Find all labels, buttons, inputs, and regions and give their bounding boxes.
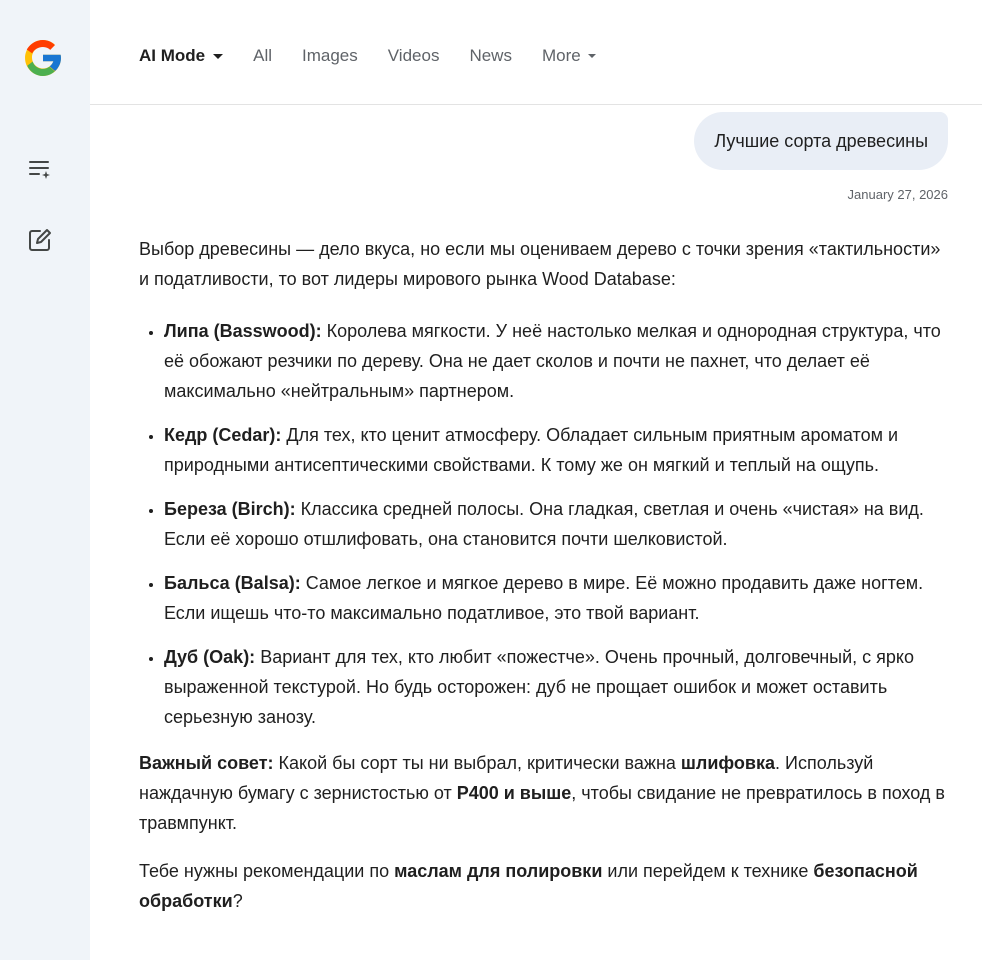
tab-ai-mode[interactable] [139, 46, 223, 66]
user-query-bubble: Лучшие сорта древесины [694, 112, 948, 170]
item-text: Королева мягкости. У неё настолько мелкая и однородная структура, что её обожают резчики по дереву. Она не дает сколов и почти не пахнет, что делает её максимально «нейтральным» партнером. [164, 321, 941, 401]
item-term: Береза (Birch): [164, 499, 296, 519]
tip-text: , чтобы свидание не превратилось в поход в травмпункт. [139, 783, 945, 833]
tab-news[interactable] [469, 46, 512, 66]
item-text: Классика средней полосы. Она гладкая, светлая и очень «чистая» на вид. Если её хорошо отшлифовать, она становится почти шелковистой. [164, 499, 924, 549]
ai-answer [139, 234, 954, 916]
search-tabs [139, 46, 626, 66]
item-term: Дуб (Oak): [164, 647, 256, 667]
tab-label: Images [302, 46, 358, 65]
item-text: Для тех, кто ценит атмосферу. Обладает сильным приятным ароматом и природными антисептическими свойствами. К тому же он мягкий и теплый на ощупь. [164, 425, 899, 475]
top-navigation [90, 0, 982, 105]
tab-more[interactable] [542, 46, 596, 66]
list-item [164, 642, 954, 732]
item-term: Липа (Basswood): [164, 321, 322, 341]
tab-videos[interactable] [388, 46, 440, 66]
followup-text: Тебе нужны рекомендации по [139, 861, 395, 881]
tab-images[interactable] [302, 46, 358, 66]
tip-bold: шлифовка [680, 753, 776, 773]
tip-text: Какой бы сорт ты ни выбрал, критически важна [273, 753, 681, 773]
followup-bold: маслам для полировки [394, 861, 603, 881]
google-g-logo[interactable] [21, 36, 65, 80]
tip-label: Важный совет: [139, 753, 274, 773]
new-chat-edit-icon [26, 226, 54, 259]
history-list-icon [26, 156, 54, 189]
tip-bold: P400 и выше [456, 783, 572, 803]
item-text: Вариант для тех, кто любит «пожестче». Очень прочный, долговечный, с ярко выраженной текстурой. Но будь осторожен: дуб не прощает ошибок и может оставить серьезную занозу. [164, 647, 915, 727]
followup-question [139, 856, 954, 916]
query-date: January 27, 2026 [847, 187, 948, 202]
answer-intro: Выбор древесины — дело вкуса, но если мы оцениваем дерево с точки зрения «тактильности» и податливости, то вот лидеры мирового рынка Wood Database: [139, 239, 941, 289]
new-chat-button[interactable] [24, 226, 56, 258]
item-term: Бальса (Balsa): [164, 573, 301, 593]
tab-label: All [253, 46, 273, 65]
item-term: Кедр (Cedar): [164, 425, 282, 445]
tab-all[interactable] [253, 46, 272, 66]
chevron-down-icon [213, 54, 223, 59]
tab-label: More [541, 46, 581, 65]
list-item [164, 420, 954, 480]
tab-label: News [469, 46, 512, 65]
list-item [164, 568, 954, 628]
wood-list [139, 316, 954, 732]
followup-bold: безопасной обработки [139, 861, 918, 911]
tab-label: AI Mode [139, 46, 206, 65]
list-item [164, 494, 954, 554]
chevron-down-icon [588, 54, 596, 58]
left-rail [0, 0, 90, 960]
history-button[interactable] [24, 156, 56, 188]
followup-text: ? [232, 891, 243, 911]
important-tip [139, 748, 954, 838]
tip-text: . Используй наждачную бумагу с зернистостью от [139, 753, 874, 803]
list-item [164, 316, 954, 406]
item-text: Самое легкое и мягкое дерево в мире. Её можно продавить даже ногтем. Если ищешь что-то максимально податливое, это твой вариант. [164, 573, 924, 623]
tab-label: Videos [387, 46, 440, 65]
followup-text: или перейдем к технике [602, 861, 814, 881]
